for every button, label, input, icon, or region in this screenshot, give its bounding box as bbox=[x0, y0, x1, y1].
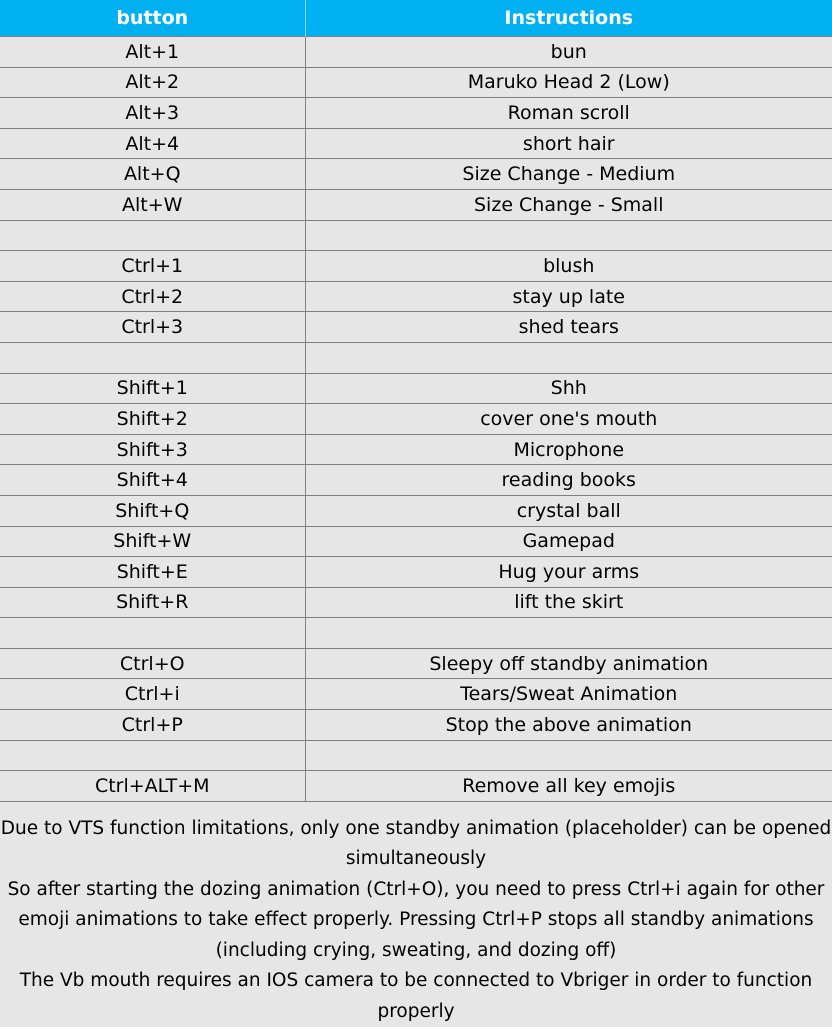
column-header-button: button bbox=[0, 0, 305, 37]
table-row bbox=[0, 679, 832, 710]
table-row bbox=[0, 128, 832, 159]
hotkey-cell: Alt+3 bbox=[0, 98, 305, 129]
instruction-cell: Roman scroll bbox=[305, 98, 832, 129]
table-row bbox=[0, 159, 832, 190]
table-row bbox=[0, 189, 832, 220]
hotkey-cell: Ctrl+1 bbox=[0, 251, 305, 282]
hotkey-cell: Ctrl+ALT+M bbox=[0, 771, 305, 802]
instruction-cell: Size Change - Small bbox=[305, 189, 832, 220]
column-header-instructions: Instructions bbox=[305, 0, 832, 37]
instruction-cell: lift the skirt bbox=[305, 587, 832, 618]
instruction-cell: Microphone bbox=[305, 434, 832, 465]
table-header-row bbox=[0, 0, 832, 37]
instruction-cell bbox=[305, 220, 832, 251]
hotkey-cell: Ctrl+P bbox=[0, 710, 305, 741]
table-row bbox=[0, 342, 832, 373]
table-body bbox=[0, 37, 832, 802]
table-row bbox=[0, 67, 832, 98]
instruction-cell: Stop the above animation bbox=[305, 710, 832, 741]
hotkey-cell: Shift+1 bbox=[0, 373, 305, 404]
table-row bbox=[0, 587, 832, 618]
table-row bbox=[0, 465, 832, 496]
instruction-cell: stay up late bbox=[305, 281, 832, 312]
hotkey-cell bbox=[0, 220, 305, 251]
instruction-cell: Maruko Head 2 (Low) bbox=[305, 67, 832, 98]
table-row bbox=[0, 312, 832, 343]
hotkey-cell: Shift+Q bbox=[0, 495, 305, 526]
table-row bbox=[0, 281, 832, 312]
instruction-cell: short hair bbox=[305, 128, 832, 159]
hotkey-cell bbox=[0, 618, 305, 649]
hotkey-cell: Ctrl+3 bbox=[0, 312, 305, 343]
hotkey-cell: Ctrl+i bbox=[0, 679, 305, 710]
hotkey-cell: Shift+E bbox=[0, 557, 305, 588]
table-row bbox=[0, 98, 832, 129]
table-row bbox=[0, 618, 832, 649]
instruction-cell: crystal ball bbox=[305, 495, 832, 526]
instruction-cell bbox=[305, 618, 832, 649]
note-paragraph: The Vb mouth requires an IOS camera to be connected to Vbriger in order to function properly bbox=[19, 970, 813, 1022]
table-row bbox=[0, 495, 832, 526]
instruction-cell: Tears/Sweat Animation bbox=[305, 679, 832, 710]
hotkey-cell: Ctrl+2 bbox=[0, 281, 305, 312]
notes-section bbox=[0, 802, 832, 1027]
instruction-cell: reading books bbox=[305, 465, 832, 496]
hotkey-cell: Ctrl+O bbox=[0, 648, 305, 679]
table-row bbox=[0, 526, 832, 557]
note-paragraph: So after starting the dozing animation (Ctrl+O), you need to press Ctrl+i again for other emoji animations to take effect properly. Pressing Ctrl+P stops all standby animations (including crying, sweating, and dozing off) bbox=[7, 878, 825, 961]
instruction-cell: shed tears bbox=[305, 312, 832, 343]
table-row bbox=[0, 373, 832, 404]
table-row bbox=[0, 404, 832, 435]
table-row bbox=[0, 557, 832, 588]
instruction-cell: Sleepy off standby animation bbox=[305, 648, 832, 679]
hotkey-cell: Alt+4 bbox=[0, 128, 305, 159]
instruction-cell: Size Change - Medium bbox=[305, 159, 832, 190]
hotkey-cell bbox=[0, 740, 305, 771]
table-row bbox=[0, 251, 832, 282]
hotkey-cell: Shift+R bbox=[0, 587, 305, 618]
table-row bbox=[0, 220, 832, 251]
instruction-cell bbox=[305, 342, 832, 373]
hotkey-cell: Shift+W bbox=[0, 526, 305, 557]
hotkey-cell: Shift+4 bbox=[0, 465, 305, 496]
hotkey-cell: Shift+2 bbox=[0, 404, 305, 435]
hotkey-cell: Alt+Q bbox=[0, 159, 305, 190]
instruction-cell: blush bbox=[305, 251, 832, 282]
table-row bbox=[0, 434, 832, 465]
hotkey-cell: Shift+3 bbox=[0, 434, 305, 465]
instruction-cell: cover one's mouth bbox=[305, 404, 832, 435]
instruction-cell: Hug your arms bbox=[305, 557, 832, 588]
table-row bbox=[0, 710, 832, 741]
hotkey-cell bbox=[0, 342, 305, 373]
table-row bbox=[0, 37, 832, 68]
table-row bbox=[0, 740, 832, 771]
instruction-cell: Gamepad bbox=[305, 526, 832, 557]
instruction-cell: Remove all key emojis bbox=[305, 771, 832, 802]
table-row bbox=[0, 771, 832, 802]
instruction-cell bbox=[305, 740, 832, 771]
note-paragraph: Due to VTS function limitations, only one standby animation (placeholder) can be opened simultaneously bbox=[0, 817, 832, 870]
hotkey-cell: Alt+W bbox=[0, 189, 305, 220]
table-row bbox=[0, 648, 832, 679]
instruction-cell: bun bbox=[305, 37, 832, 68]
hotkey-cell: Alt+2 bbox=[0, 67, 305, 98]
instruction-cell: Shh bbox=[305, 373, 832, 404]
hotkey-cell: Alt+1 bbox=[0, 37, 305, 68]
